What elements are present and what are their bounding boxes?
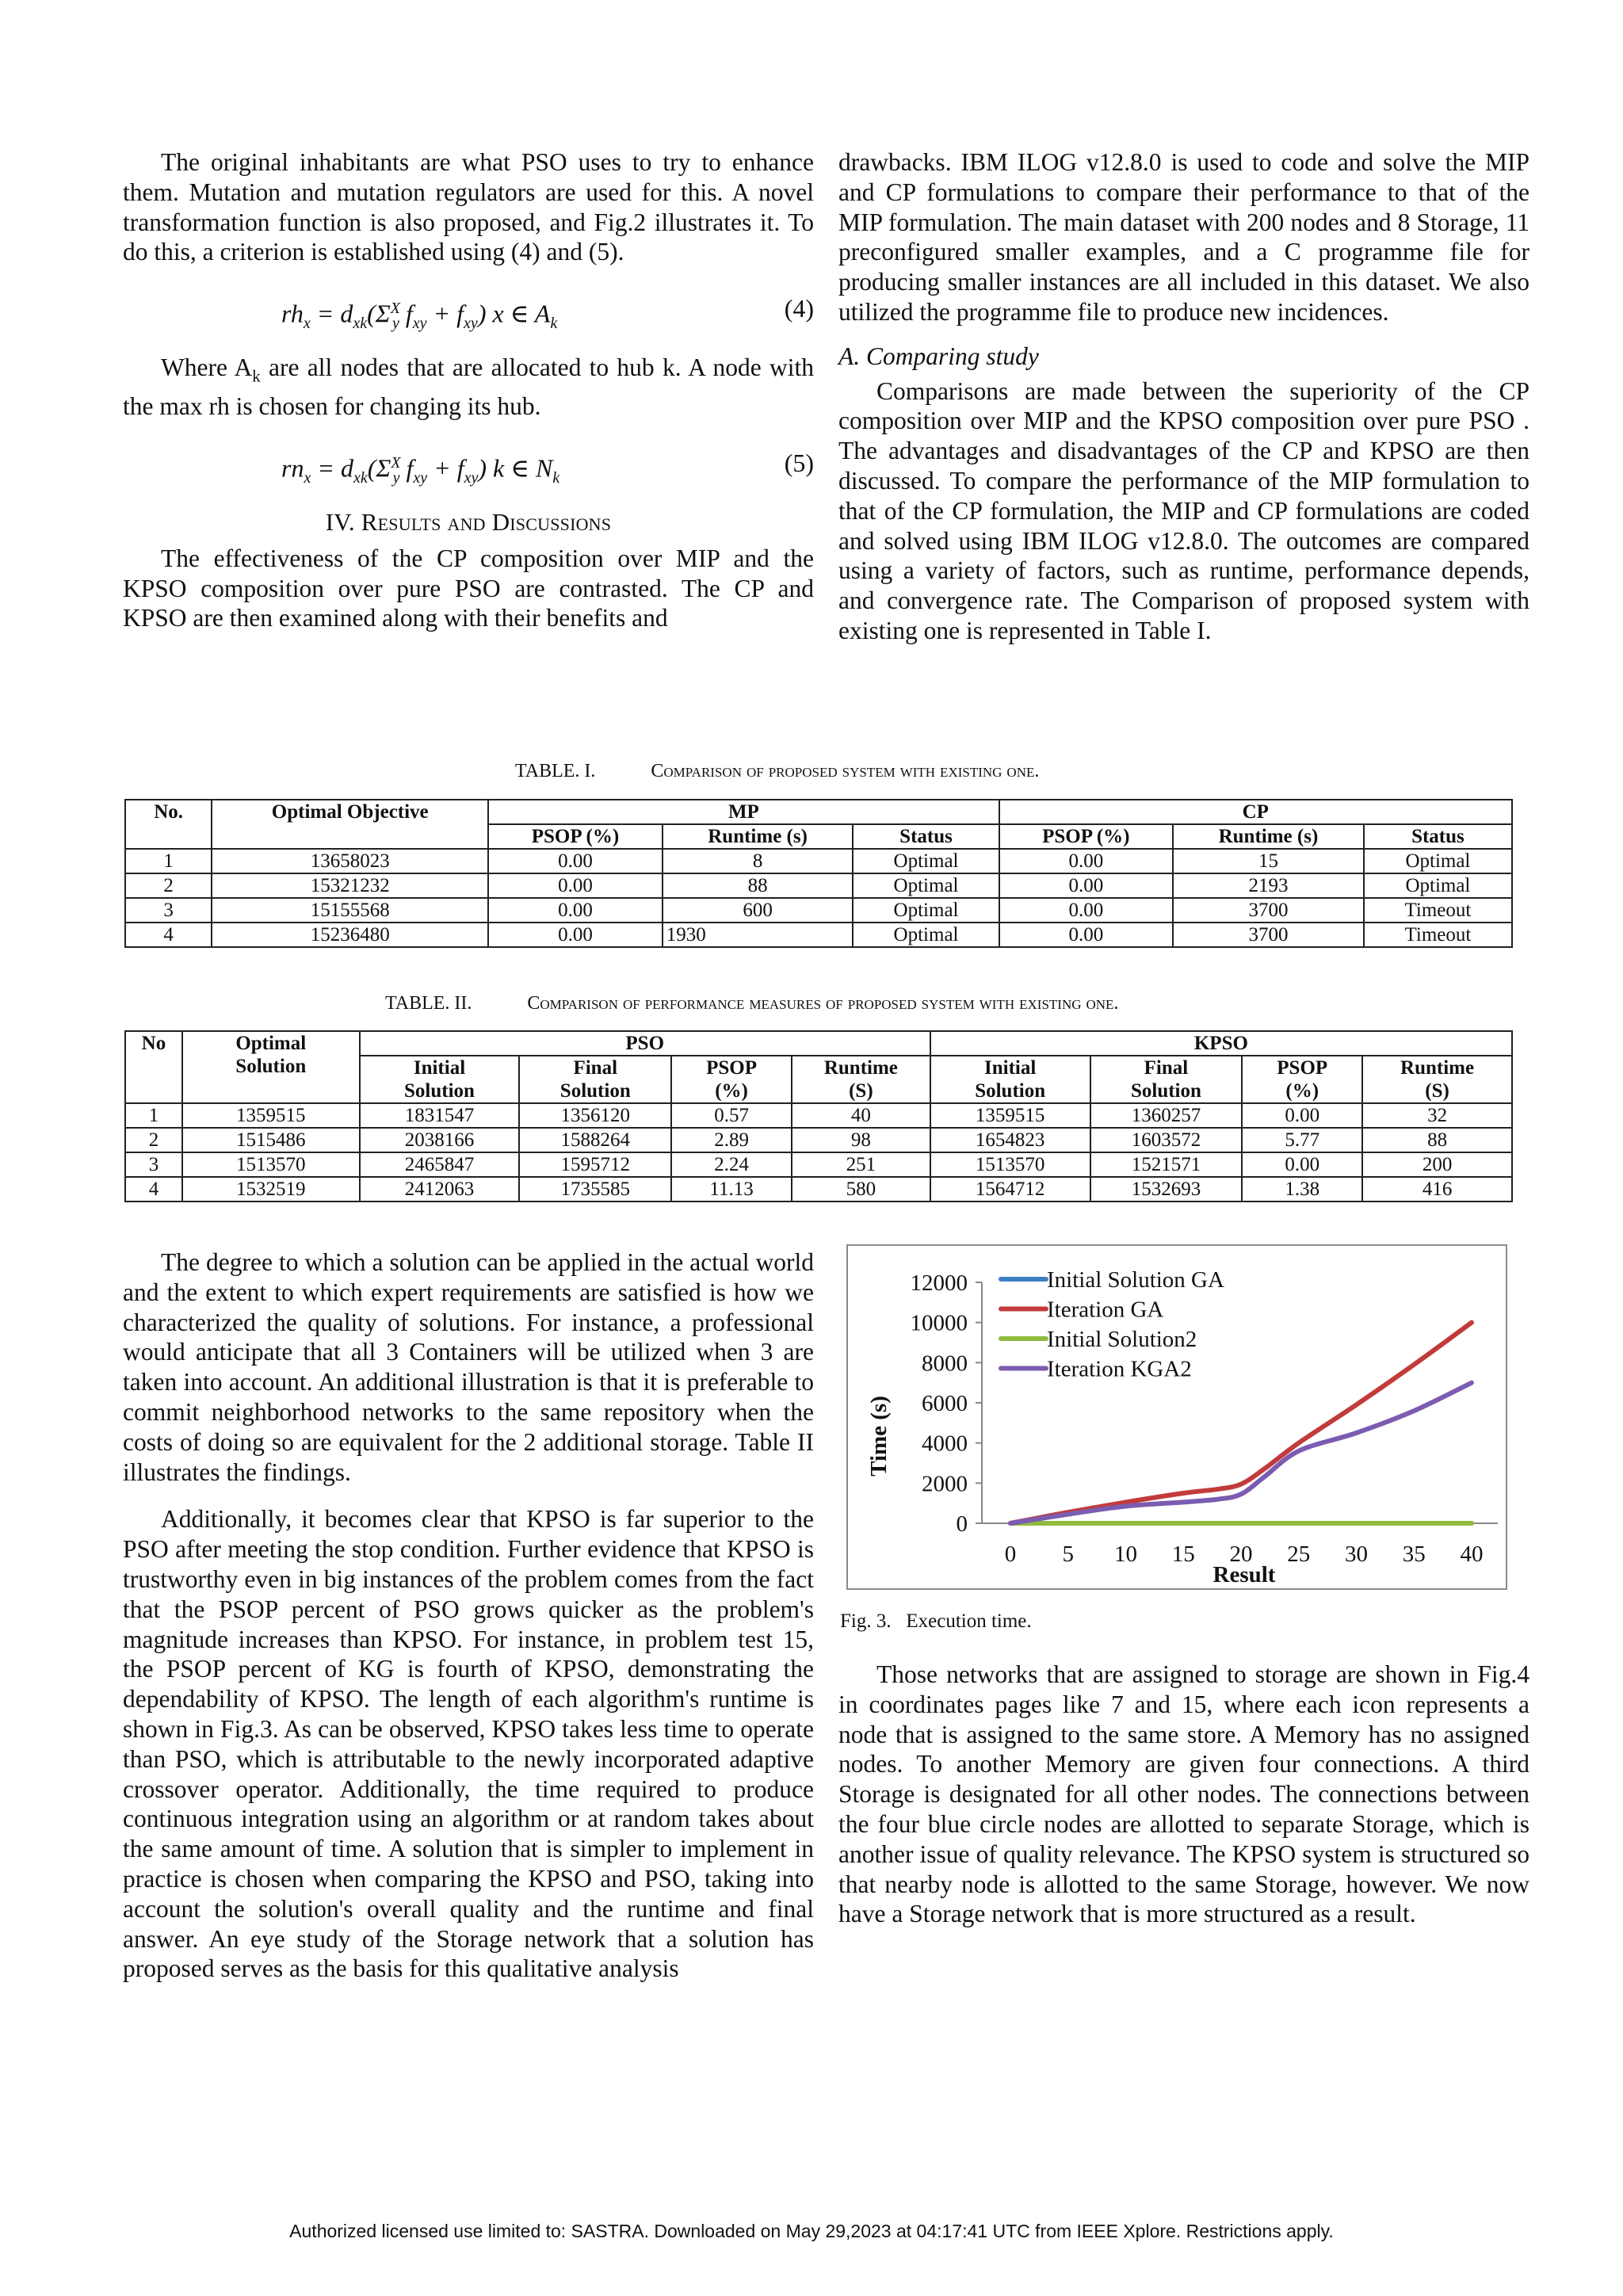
subsection-heading-comparing-study: A. Comparing study — [838, 342, 1039, 370]
cell-pso-final: 1735585 — [519, 1177, 671, 1201]
cell-optimal: 1532519 — [182, 1177, 360, 1201]
cell-no: 3 — [125, 1152, 182, 1177]
cell-cp-status: Optimal — [1364, 849, 1512, 873]
x-tick-label: 10 — [1114, 1541, 1137, 1567]
table1 — [124, 799, 1513, 948]
x-axis-title: Result — [1212, 1562, 1276, 1587]
left-column-top — [123, 147, 814, 633]
line-chart — [848, 1246, 1506, 1588]
table1-caption — [515, 761, 1039, 782]
header-group-kpso: KPSO — [930, 1031, 1512, 1056]
header-no: No — [125, 1031, 182, 1103]
cell-cp-runtime: 15 — [1173, 849, 1364, 873]
table-row — [125, 1177, 1512, 1201]
x-tick-label: 40 — [1460, 1541, 1484, 1567]
header-cp-runtime: Runtime (s) — [1173, 824, 1364, 849]
y-tick-label: 0 — [956, 1511, 968, 1537]
cell-pso-initial: 2465847 — [360, 1152, 520, 1177]
paragraph-where: Where $A_k$ are all nodes that are allocated to hub k. A node with the max rh is chosen for changing its hub. — [123, 353, 814, 421]
table-row — [125, 1103, 1512, 1128]
paragraph-degree: The degree to which a solution can be applied in the actual world and the extent to which expert requirements are satisfied is how we characterized the quality of solutions. For instance, a professional would anticipate that all 3 Containers will be utilized when 3 are taken into account. An additional illustration is that it is preferable to commit neighborhood networks to the same repository when the costs of doing so are equivalent for the 2 additional storage. Table II illustrates the findings. — [123, 1248, 814, 1486]
cell-cp-status: Optimal — [1364, 873, 1512, 898]
cell-kpso-runtime: 88 — [1362, 1128, 1512, 1152]
figure3-caption — [840, 1610, 1032, 1633]
cell-pso-runtime: 40 — [792, 1103, 930, 1128]
cell-no: 4 — [125, 1177, 182, 1201]
y-tick-label: 10000 — [910, 1310, 968, 1336]
equation-4: $rh_x = d_{xk}(\Sigma^X_y$ $f_{xy} + f_{xy}$) x ∈ $A_k$ (4) — [281, 294, 814, 333]
cell-kpso-psop: 0.00 — [1242, 1103, 1362, 1128]
header-optimal-solution: Optimal Solution — [182, 1031, 360, 1103]
x-tick-label: 5 — [1062, 1541, 1074, 1567]
cell-cp-psop: 0.00 — [999, 873, 1174, 898]
y-tick-label: 6000 — [922, 1391, 968, 1416]
cell-kpso-final: 1521571 — [1090, 1152, 1243, 1177]
table-row — [125, 873, 1512, 898]
paragraph-effectiveness: The effectiveness of the CP composition over MIP and the KPSO composition over pure PSO are contrasted. The CP and KPSO are then examined along with their benefits and — [123, 544, 814, 632]
y-tick-label: 12000 — [910, 1270, 968, 1296]
y-tick-label: 2000 — [922, 1471, 968, 1497]
legend-label: Initial Solution GA — [1047, 1267, 1224, 1293]
cell-kpso-runtime: 32 — [1362, 1103, 1512, 1128]
table-row — [125, 849, 1512, 873]
table1-title: Comparison of proposed system with existing one. — [651, 761, 1040, 781]
paragraph-networks: Those networks that are assigned to storage are shown in Fig.4 in coordinates pages like 7 and 15, where each icon represents a node that is assigned to the same store. A Memory has no assigned nodes. To another Memory are given four connections. A third Storage is designated for all other nodes. The connections between the four blue circle nodes are allotted to separate Storage, which is another issue of quality relevance. The KPSO system is structured so that nearby node is allotted to the same Storage, however. We now have a Storage network that is more structured as a result. — [838, 1660, 1529, 1928]
legend-label: Iteration KGA2 — [1047, 1356, 1192, 1382]
header-group-mp: MP — [488, 800, 999, 824]
cell-cp-runtime: 3700 — [1173, 898, 1364, 923]
x-tick-label: 0 — [1004, 1541, 1017, 1567]
section-heading-results: IV. Results and Discussions — [325, 508, 612, 537]
figure3-label: Fig. 3. — [840, 1610, 892, 1632]
cell-pso-runtime: 580 — [792, 1177, 930, 1201]
cell-mp-status: Optimal — [853, 873, 999, 898]
cell-objective: 13658023 — [212, 849, 488, 873]
header-pso-psop: PSOP (%) — [671, 1056, 792, 1103]
cell-optimal: 1513570 — [182, 1152, 360, 1177]
table2 — [124, 1030, 1513, 1202]
cell-objective: 15236480 — [212, 923, 488, 947]
table1-header-row-1 — [125, 800, 1512, 824]
cell-no: 1 — [125, 849, 212, 873]
cell-mp-runtime: 88 — [663, 873, 854, 898]
cell-cp-status: Timeout — [1364, 923, 1512, 947]
cell-pso-final: 1595712 — [519, 1152, 671, 1177]
table2-header-row-1 — [125, 1031, 1512, 1056]
cell-optimal: 1515486 — [182, 1128, 360, 1152]
header-pso-runtime: Runtime (S) — [792, 1056, 930, 1103]
header-cp-status: Status — [1364, 824, 1512, 849]
y-axis-title: Time (s) — [866, 1396, 892, 1477]
cell-kpso-final: 1603572 — [1090, 1128, 1243, 1152]
header-optimal-objective: Optimal Objective — [212, 800, 488, 849]
cell-kpso-final: 1532693 — [1090, 1177, 1243, 1201]
table-row — [125, 898, 1512, 923]
paragraph-drawbacks: drawbacks. IBM ILOG v12.8.0 is used to code and solve the MIP and CP formulations to compare their performance to that of the MIP formulation. The main dataset with 200 nodes and 8 Storage, 11 preconfigured smaller examples, and a C programme file for producing smaller instances are all included in this dataset. We also utilized the programme file to produce new incidences. — [838, 148, 1529, 326]
cell-cp-psop: 0.00 — [999, 898, 1174, 923]
table2-caption — [385, 993, 1118, 1014]
table2-title: Comparison of performance measures of proposed system with existing one. — [527, 993, 1119, 1014]
cell-mp-psop: 0.00 — [488, 923, 663, 947]
header-kpso-initial: Initial Solution — [930, 1056, 1090, 1103]
cell-cp-runtime: 2193 — [1173, 873, 1364, 898]
cell-pso-final: 1356120 — [519, 1103, 671, 1128]
equation-number: (4) — [784, 294, 814, 323]
cell-mp-psop: 0.00 — [488, 873, 663, 898]
y-tick-label: 4000 — [922, 1431, 968, 1457]
cell-mp-psop: 0.00 — [488, 898, 663, 923]
cell-kpso-initial: 1513570 — [930, 1152, 1090, 1177]
cell-mp-status: Optimal — [853, 849, 999, 873]
cell-kpso-final: 1360257 — [1090, 1103, 1243, 1128]
cell-kpso-runtime: 200 — [1362, 1152, 1512, 1177]
equation-5: $rn_x = d_{xk}(\Sigma^X_y$ $f_{xy} + f_{xy}$) k ∈ $N_k$ (5) — [281, 449, 814, 487]
cell-cp-runtime: 3700 — [1173, 923, 1364, 947]
x-tick-label: 20 — [1229, 1541, 1253, 1567]
right-column-bottom — [838, 1660, 1529, 1929]
cell-pso-psop: 2.89 — [671, 1128, 792, 1152]
x-tick-label: 30 — [1345, 1541, 1368, 1567]
cell-no: 2 — [125, 1128, 182, 1152]
cell-no: 4 — [125, 923, 212, 947]
cell-mp-runtime: 1930 — [663, 923, 854, 947]
cell-mp-runtime: 8 — [663, 849, 854, 873]
cell-kpso-runtime: 416 — [1362, 1177, 1512, 1201]
header-group-pso: PSO — [360, 1031, 930, 1056]
table2-label: TABLE. II. — [385, 993, 472, 1014]
x-tick-label: 15 — [1171, 1541, 1195, 1567]
paragraph-comparisons: Comparisons are made between the superiority of the CP composition over MIP and the KPSO composition over pure PSO . The advantages and disadvantages of the CP and KPSO are then discussed. To compare the performance of the MIP formulation to that of the CP formulation, the MIP and CP formulations are coded and solved using IBM ILOG v12.8.0. The outcomes are compared using a variety of factors, such as runtime, performance depends, and convergence rate. The Comparison of proposed system with existing one is represented in Table I. — [838, 376, 1529, 644]
cell-kpso-initial: 1564712 — [930, 1177, 1090, 1201]
cell-pso-final: 1588264 — [519, 1128, 671, 1152]
table-row — [125, 1152, 1512, 1177]
right-column-top — [838, 147, 1529, 646]
series-line — [1010, 1383, 1472, 1523]
cell-optimal: 1359515 — [182, 1103, 360, 1128]
cell-pso-initial: 1831547 — [360, 1103, 520, 1128]
cell-no: 2 — [125, 873, 212, 898]
cell-pso-runtime: 251 — [792, 1152, 930, 1177]
cell-mp-runtime: 600 — [663, 898, 854, 923]
header-group-cp: CP — [999, 800, 1512, 824]
cell-mp-status: Optimal — [853, 898, 999, 923]
download-footer: Authorized licensed use limited to: SASTRA. Downloaded on May 29,2023 at 04:17:41 UTC from IEEE Xplore. Restrictions apply. — [289, 2221, 1334, 2241]
legend-label: Initial Solution2 — [1047, 1327, 1197, 1352]
cell-kpso-initial: 1359515 — [930, 1103, 1090, 1128]
header-kpso-runtime: Runtime (S) — [1362, 1056, 1512, 1103]
header-pso-final: Final Solution — [519, 1056, 671, 1103]
cell-no: 3 — [125, 898, 212, 923]
cell-cp-status: Timeout — [1364, 898, 1512, 923]
cell-objective: 15155568 — [212, 898, 488, 923]
header-no: No. — [125, 800, 212, 849]
paragraph-intro: The original inhabitants are what PSO uses to try to enhance them. Mutation and mutation regulators are used for this. A novel transformation function is also proposed, and Fig.2 illustrates it. To do this, a criterion is established using (4) and (5). — [123, 148, 814, 266]
cell-mp-status: Optimal — [853, 923, 999, 947]
header-mp-runtime: Runtime (s) — [663, 824, 854, 849]
legend-label: Iteration GA — [1047, 1297, 1164, 1323]
figure3-chart — [846, 1244, 1507, 1590]
cell-pso-initial: 2412063 — [360, 1177, 520, 1201]
cell-mp-psop: 0.00 — [488, 849, 663, 873]
cell-pso-psop: 0.57 — [671, 1103, 792, 1128]
header-kpso-psop: PSOP (%) — [1242, 1056, 1362, 1103]
cell-pso-initial: 2038166 — [360, 1128, 520, 1152]
header-cp-psop: PSOP (%) — [999, 824, 1174, 849]
y-tick-label: 8000 — [922, 1350, 968, 1377]
cell-pso-psop: 2.24 — [671, 1152, 792, 1177]
cell-no: 1 — [125, 1103, 182, 1128]
figure3-title: Execution time. — [906, 1610, 1032, 1632]
header-kpso-final: Final Solution — [1090, 1056, 1243, 1103]
table-row — [125, 1128, 1512, 1152]
left-column-bottom — [123, 1247, 814, 1984]
cell-objective: 15321232 — [212, 873, 488, 898]
paragraph-additionally: Additionally, it becomes clear that KPSO is far superior to the PSO after meeting the stop condition. Further evidence that KPSO is trustworthy even in big instances of the problem comes from the fact that the PSOP percent of PSO grows quicker as the problem's magnitude increases than KPSO. For instance, in problem test 15, the PSOP percent of KG is fourth of KPSO, demonstrating the dependability of KPSO. The length of each algorithm's runtime is shown in Fig.3. As can be observed, KPSO takes less time to operate than PSO, which is attributable to the newly incorporated adaptive crossover operator. Additionally, the time required to produce continuous integration using an algorithm or at random takes about the same amount of time. A solution that is simpler to implement in practice is chosen when comparing the KPSO and PSO, taking into account the solution's overall quality and the runtime and final answer. An eye study of the Storage network that a solution has proposed serves as the basis for this qualitative analysis — [123, 1505, 814, 1983]
table-row — [125, 923, 1512, 947]
cell-pso-psop: 11.13 — [671, 1177, 792, 1201]
cell-kpso-psop: 0.00 — [1242, 1152, 1362, 1177]
table1-label: TABLE. I. — [515, 761, 596, 781]
cell-pso-runtime: 98 — [792, 1128, 930, 1152]
cell-kpso-psop: 5.77 — [1242, 1128, 1362, 1152]
x-tick-label: 35 — [1402, 1541, 1426, 1567]
cell-cp-psop: 0.00 — [999, 849, 1174, 873]
x-tick-label: 25 — [1287, 1541, 1311, 1567]
cell-kpso-psop: 1.38 — [1242, 1177, 1362, 1201]
header-mp-status: Status — [853, 824, 999, 849]
equation-number: (5) — [784, 449, 814, 478]
cell-cp-psop: 0.00 — [999, 923, 1174, 947]
header-mp-psop: PSOP (%) — [488, 824, 663, 849]
cell-kpso-initial: 1654823 — [930, 1128, 1090, 1152]
header-pso-initial: Initial Solution — [360, 1056, 520, 1103]
